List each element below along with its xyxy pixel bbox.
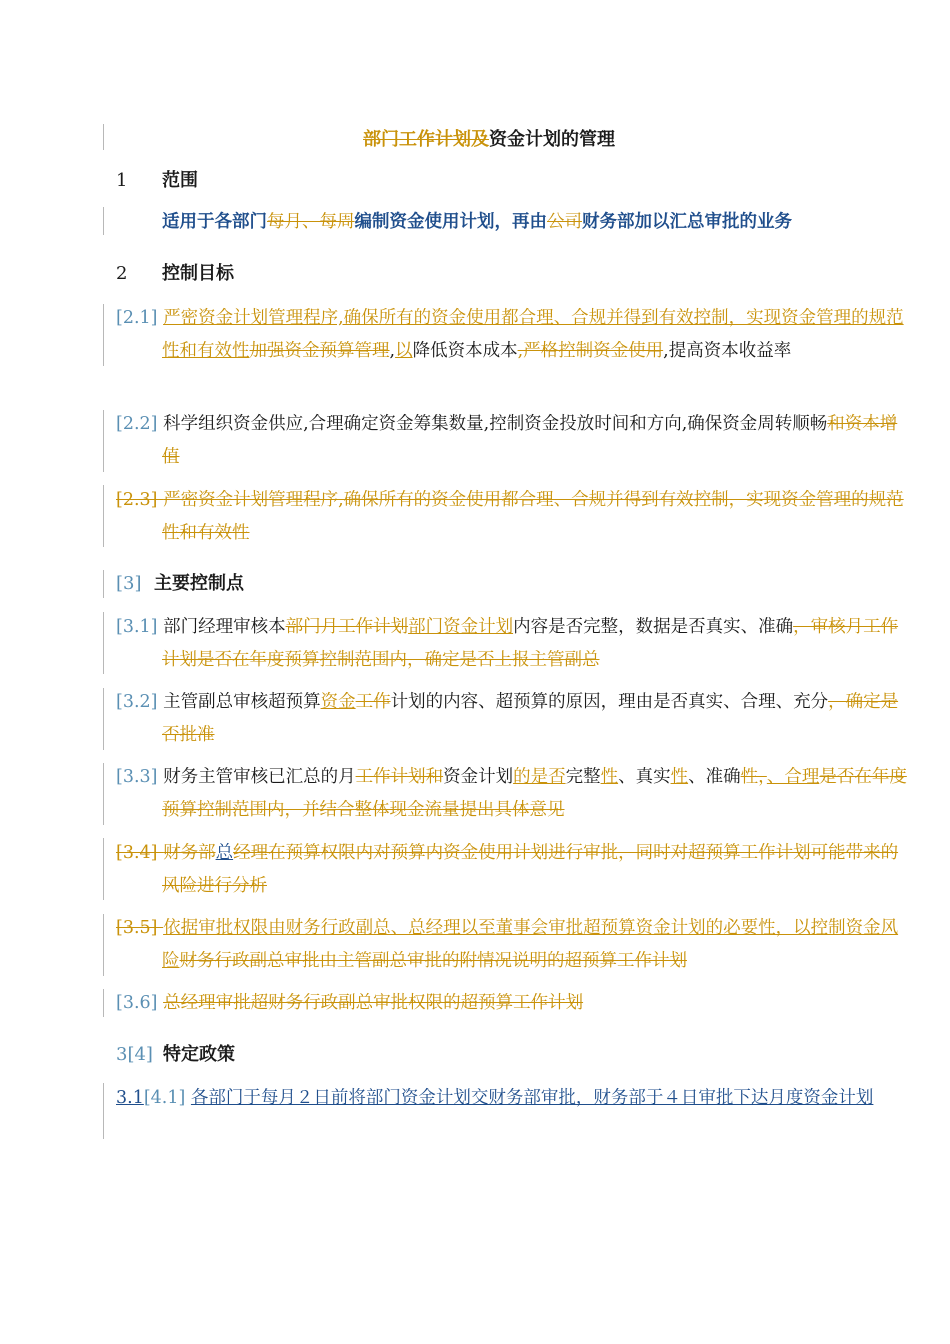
paragraph-3-5 [116,912,907,977]
inserted-text: 以 [395,340,413,361]
change-bar [103,612,104,674]
paragraph-4-1 [116,1082,907,1115]
section-1-heading [116,167,198,195]
paragraph-number: [2.1] [116,308,158,328]
paragraph-3-3 [116,761,907,826]
paragraph-number: [3.4] [116,843,158,863]
text: 科学组织资金供应,合理确定资金筹集数量,控制资金投放时间和方向,确保资金周转顺畅 [163,414,828,434]
section-4-heading [116,1041,235,1069]
change-bar [103,207,104,235]
paragraph-number: [3.6] [116,993,158,1013]
change-bar [103,410,104,472]
deleted-text: 每月、每周 [267,212,355,232]
deleted-text: ,严格控制资金使用 [517,340,664,361]
text: 计划的内容、超预算的原因，理由是否真实、合理、充分 [390,692,829,712]
deleted-text: 财务部 [163,843,216,863]
change-bar [103,1083,104,1139]
section-number: 1 [116,170,128,191]
paragraph-2-1 [116,302,907,367]
section-title: 特定政策 [162,1044,235,1065]
section-title: 控制目标 [162,263,234,284]
section-1-paragraph [162,206,907,239]
inserted-text: 、合理 [766,767,820,787]
text: 降低资本成本 [412,340,518,361]
text: 内容是否完整，数据是否真实、准确 [513,617,794,637]
title-text: 资金计划的管理 [489,129,615,150]
text: 完整 [565,767,601,787]
deleted-text: 部门月工作计划 [285,617,409,637]
paragraph-number: [3.2] [116,692,158,712]
inserted-text: 性 [670,767,689,787]
paragraph-2-2 [116,408,907,473]
change-bar [103,914,104,976]
deleted-text: ，确定是否批准 [162,692,899,745]
paragraph-number: [4.1] [143,1088,186,1108]
change-bar [103,763,104,825]
section-number: 2 [116,263,128,284]
inserted-text: 编制资金使用计划，再由 [354,212,547,232]
change-bar [103,838,104,900]
inserted-text: 依据审批权限由财务行政副总、总经理以至董事会审批超预算资金计划的必要性，以控制资金风险 [162,918,899,971]
change-bar [103,485,104,547]
change-bar [103,304,104,366]
paragraph-number: [3.1] [116,617,158,637]
section-title: 主要控制点 [154,573,244,594]
text: 、准确 [688,767,741,787]
title-deleted-text: 部门工作计划及 [363,129,489,150]
change-bar [103,989,104,1017]
inserted-text: 部门资金计划 [408,617,514,637]
paragraph-number: [3.3] [116,767,158,787]
section-title: 范围 [162,170,198,191]
inserted-text: 严密资金计划管理程序,确保所有的资金使用都合理、合规并得到有效控制，实现资金管理的规范性和有效性 [162,308,904,361]
deleted-text: 和资本增值 [162,414,898,467]
change-bar [103,570,104,598]
text: , [389,340,396,361]
deleted-text: 总经理审批超财务行政副总审批权限的超预算工作计划 [163,993,584,1013]
deleted-text: 性， [740,767,767,787]
inserted-text: 适用于各部门 [162,212,267,232]
inserted-text: 资金 [320,692,356,712]
deleted-text: 工作计划和 [355,767,444,787]
inserted-text: 财务部加以汇总审批的业务 [582,212,792,232]
text: 、真实 [618,767,671,787]
document-title [14,126,950,154]
paragraph-3-4 [116,837,907,902]
deleted-text: 工作 [355,692,391,712]
section-2-heading [116,260,234,288]
text: 财务主管审核已汇总的月 [163,767,356,787]
inserted-text: 总 [215,843,234,863]
paragraph-3-2 [116,686,907,751]
deleted-text: 经理在预算权限内对预算内资金使用计划进行审批，同时对超预算工作计划可能带来的风险进行分析 [162,843,899,896]
paragraph-2-3 [116,484,907,549]
section-number: [4] [127,1044,153,1065]
section-number: [3] [116,573,142,594]
change-bar [103,688,104,750]
paragraph-number: [2.2] [116,414,158,434]
section-3-heading [116,570,244,598]
deleted-text: 严密资金计划管理程序,确保所有的资金使用都合理、合规并得到有效控制，实现资金管理的规范性和有效性 [162,490,904,543]
text: 部门经理审核本 [163,617,286,637]
text: 资金计划 [443,767,514,787]
inserted-text: 各部门于每月２日前将部门资金计划交财务部审批，财务部于４日审批下达月度资金计划 [190,1088,874,1108]
inserted-text: 的是否 [513,767,566,787]
deleted-text: ，审核月工作计划是否在年度预算控制范围内，确定是否上报主管副总 [162,617,899,670]
inserted-text: 性 [600,767,619,787]
deleted-text: 公司 [547,212,582,232]
paragraph-number: [3.5] [116,918,158,938]
text: ,提高资本收益率 [663,340,792,361]
deleted-text: 是否在年度预算控制范围内，并结合整体现金流量提出具体意见 [162,767,907,820]
deleted-text: 加强资金预算管理 [249,340,390,361]
text: 主管副总审核超预算 [163,692,321,712]
paragraph-3-6 [116,987,907,1020]
deleted-text: 财务行政副总审批由主管副总审批的附情况说明的超预算工作计划 [179,950,687,971]
paragraph-3-1 [116,611,907,676]
paragraph-number-old: 3.1 [116,1088,144,1108]
section-number-old: 3 [116,1044,128,1065]
paragraph-number: [2.3] [116,490,158,510]
